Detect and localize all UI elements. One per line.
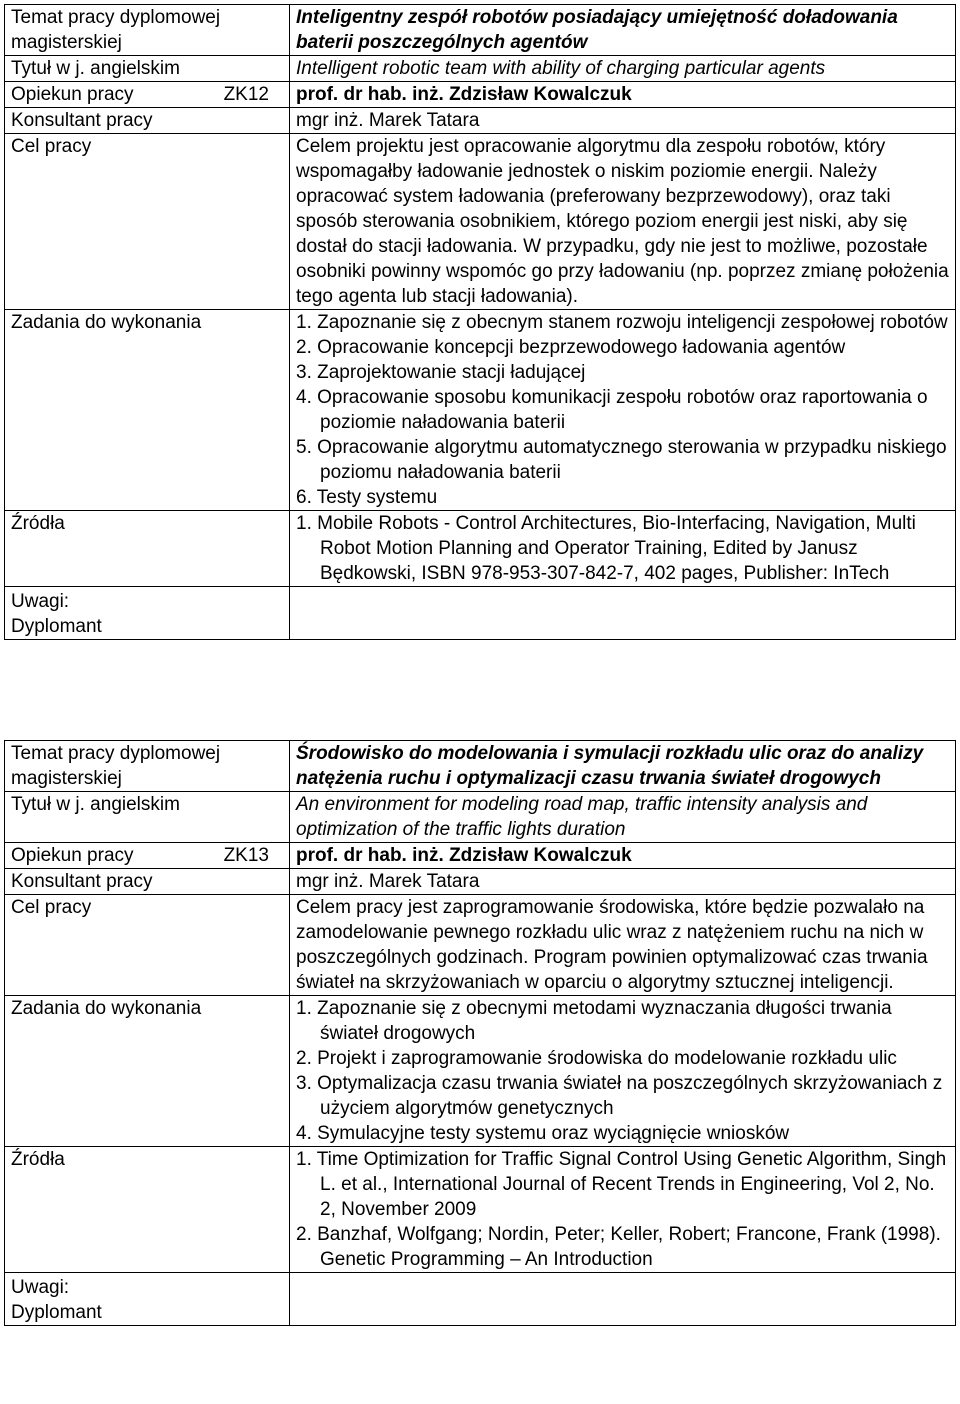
sources-cell — [290, 511, 956, 587]
consultant-value — [290, 108, 956, 134]
row-topic — [5, 5, 956, 56]
label-topic: Temat pracy dyplomowej magisterskiej — [5, 741, 290, 792]
thesis-title-pl: Inteligentny zespół robotów posiadający umiejętność doładowania baterii poszczególnych agentów — [290, 5, 956, 56]
source-item: 1. Mobile Robots - Control Architectures, Bio-Interfacing, Navigation, Multi Robot Motion Planning and Operator Training, Edited by Janusz Będkowski, ISBN 978-953-307-842-7, 402 pages, Publisher: InTech — [296, 513, 916, 584]
task-item: 4. Symulacyjne testy systemu oraz wyciągnięcie wniosków — [296, 1123, 790, 1144]
row-tasks — [5, 996, 956, 1147]
task-item: 2. Projekt i zaprogramowanie środowiska do modelowanie rozkładu ulic — [296, 1048, 897, 1069]
source-list — [296, 511, 949, 586]
supervisor-name: Zdzisław Kowalczuk — [449, 845, 632, 866]
task-item: 2. Opracowanie koncepcji bezprzewodowego ładowania agentów — [296, 337, 846, 358]
label-supervisor-text: Opiekun pracy — [11, 845, 134, 866]
goal-text: Celem projektu jest opracowanie algorytmu dla zespołu robotów, który wspomagałby ładowanie jednostek o niskim poziomie energii. Należy opracować system ładowania (preferowany bezprzewodowy), oraz taki sposób sterowania osobnikiem, którego poziom energii jest niski, aby się dostał do stacji ładowania. W przypadku, gdy nie jest to możliwe, pozostałe osobniki powinny wspomóc go przy ładowaniu (np. poprzez zmianę położenia tego agenta lub stacji ładowania). — [290, 134, 956, 310]
thesis-code: ZK12 — [223, 84, 269, 105]
consultant-degree: mgr inż. — [296, 110, 364, 131]
label-student-text: Dyplomant — [11, 616, 102, 637]
task-item: 1. Zapoznanie się z obecnym stanem rozwoju inteligencji zespołowej robotów — [296, 312, 948, 333]
remarks-value — [290, 587, 956, 640]
row-consultant — [5, 108, 956, 134]
row-title-en — [5, 56, 956, 82]
tasks-cell — [290, 996, 956, 1147]
task-item: 6. Testy systemu — [296, 487, 438, 508]
task-list — [296, 996, 949, 1146]
supervisor-degree: prof. dr hab. inż. — [296, 845, 444, 866]
label-topic: Temat pracy dyplomowej magisterskiej — [5, 5, 290, 56]
supervisor-value — [290, 843, 956, 869]
label-goal: Cel pracy — [5, 895, 290, 996]
label-supervisor — [5, 82, 290, 108]
consultant-name: Marek Tatara — [368, 110, 480, 131]
task-item: 1. Zapoznanie się z obecnymi metodami wyznaczania długości trwania świateł drogowych — [296, 998, 892, 1044]
consultant-value — [290, 869, 956, 895]
source-list — [296, 1147, 949, 1272]
row-sources — [5, 511, 956, 587]
task-list — [296, 310, 949, 510]
consultant-degree: mgr inż. — [296, 871, 364, 892]
row-sources — [5, 1147, 956, 1273]
label-remarks-text: Uwagi: — [11, 591, 70, 612]
task-item: 3. Optymalizacja czasu trwania świateł na poszczególnych skrzyżowaniach z użyciem algorytmów genetycznych — [296, 1073, 943, 1119]
label-sources: Źródła — [5, 1147, 290, 1273]
label-remarks — [5, 1273, 290, 1326]
label-supervisor — [5, 843, 290, 869]
label-remarks-text: Uwagi: — [11, 1277, 70, 1298]
thesis-code: ZK13 — [223, 845, 269, 866]
row-consultant — [5, 869, 956, 895]
row-goal — [5, 895, 956, 996]
task-item: 5. Opracowanie algorytmu automatycznego sterowania w przypadku niskiego poziomu naładowania baterii — [296, 437, 947, 483]
row-supervisor — [5, 843, 956, 869]
label-tasks: Zadania do wykonania — [5, 310, 290, 511]
source-item: 1. Time Optimization for Traffic Signal Control Using Genetic Algorithm, Singh L. et al., International Journal of Recent Trends in Engineering, Vol 2, No. 2, November 2009 — [296, 1149, 947, 1220]
task-item: 4. Opracowanie sposobu komunikacji zespołu robotów oraz raportowania o poziomie naładowania baterii — [296, 387, 928, 433]
row-title-en — [5, 792, 956, 843]
supervisor-degree: prof. dr hab. inż. — [296, 84, 444, 105]
label-student-text: Dyplomant — [11, 1302, 102, 1323]
thesis-title-en: An environment for modeling road map, traffic intensity analysis and optimization of the traffic lights duration — [290, 792, 956, 843]
goal-text: Celem pracy jest zaprogramowanie środowiska, które będzie pozwalało na zamodelowanie pewnego rozkładu ulic wraz z natężeniem ruchu na nich w poszczególnych godzinach. Program powinien optymalizować czas trwania świateł na skrzyżowaniach w oparciu o algorytmy sztucznej inteligencji. — [290, 895, 956, 996]
row-supervisor — [5, 82, 956, 108]
task-item: 3. Zaprojektowanie stacji ładującej — [296, 362, 586, 383]
thesis-table-zk13 — [4, 740, 956, 1326]
label-sources: Źródła — [5, 511, 290, 587]
label-supervisor-text: Opiekun pracy — [11, 84, 134, 105]
supervisor-name: Zdzisław Kowalczuk — [449, 84, 632, 105]
thesis-table-zk12 — [4, 4, 956, 640]
consultant-name: Marek Tatara — [368, 871, 480, 892]
label-consultant: Konsultant pracy — [5, 869, 290, 895]
row-remarks — [5, 1273, 956, 1326]
label-title-en: Tytuł w j. angielskim — [5, 792, 290, 843]
supervisor-value — [290, 82, 956, 108]
row-remarks — [5, 587, 956, 640]
label-consultant: Konsultant pracy — [5, 108, 290, 134]
label-remarks — [5, 587, 290, 640]
sources-cell — [290, 1147, 956, 1273]
remarks-value — [290, 1273, 956, 1326]
row-goal — [5, 134, 956, 310]
row-topic — [5, 741, 956, 792]
source-item: 2. Banzhaf, Wolfgang; Nordin, Peter; Keller, Robert; Francone, Frank (1998). Genetic Programming – An Introduction — [296, 1224, 941, 1270]
label-title-en: Tytuł w j. angielskim — [5, 56, 290, 82]
label-tasks: Zadania do wykonania — [5, 996, 290, 1147]
row-tasks — [5, 310, 956, 511]
tasks-cell — [290, 310, 956, 511]
thesis-title-en: Intelligent robotic team with ability of charging particular agents — [290, 56, 956, 82]
label-goal: Cel pracy — [5, 134, 290, 310]
thesis-title-pl: Środowisko do modelowania i symulacji rozkładu ulic oraz do analizy natężenia ruchu i optymalizacji czasu trwania świateł drogowych — [290, 741, 956, 792]
